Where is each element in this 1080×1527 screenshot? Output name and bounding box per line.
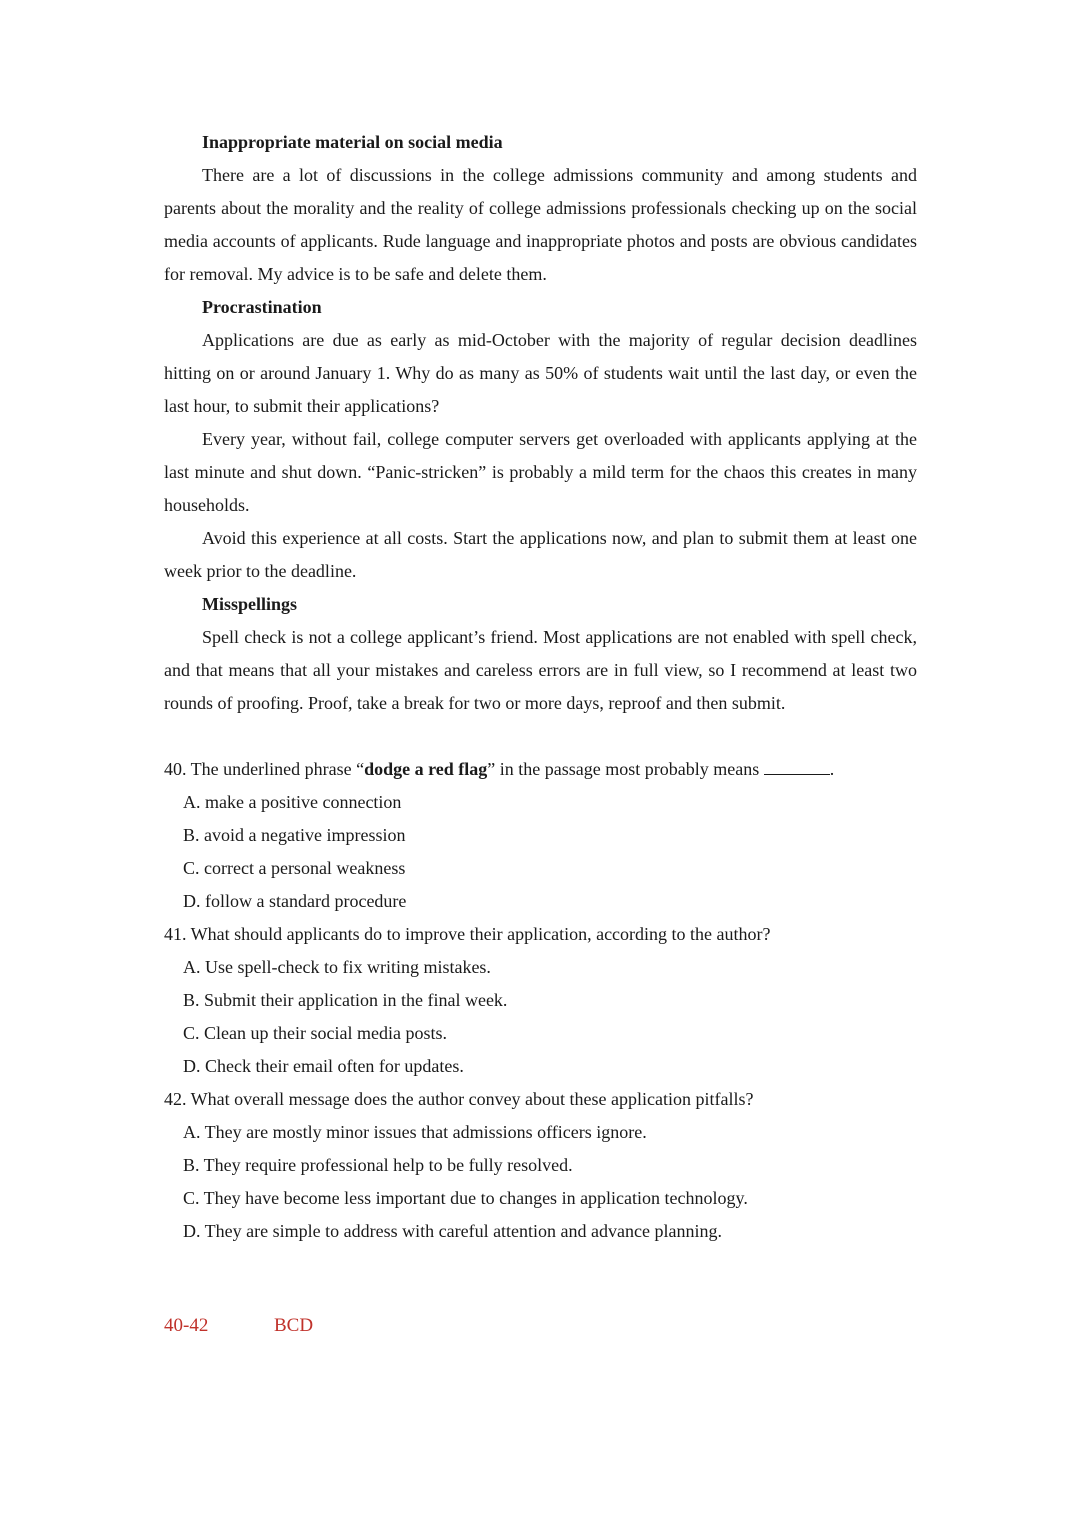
passage-paragraph: Every year, without fail, college computer servers get overloaded with applicants applying at the last minute and shut down. “Panic-stricken” is probably a mild term for the chaos this creates in many households. [164, 429, 917, 515]
passage-paragraph: Applications are due as early as mid-October with the majority of regular decision deadlines hitting on or around January 1. Why do as many as 50% of students wait until the last day, or even the last hour, to submit their applications? [164, 330, 917, 416]
question-42: 42. What overall message does the author convey about these application pitfalls? [164, 1089, 754, 1109]
question-42-option-c: C. They have become less important due to changes in application technology. [183, 1188, 748, 1208]
passage-paragraph: Spell check is not a college applicant’s friend. Most applications are not enabled with spell check, and that means that all your mistakes and careless errors are in full view, so I recommend at least two rounds of proofing. Proof, take a break for two or more days, reproof and then submit. [164, 627, 917, 713]
question-41: 41. What should applicants do to improve their application, according to the author? [164, 924, 771, 944]
answer-blank [764, 760, 830, 775]
question-41-option-d: D. Check their email often for updates. [183, 1056, 464, 1076]
question-40-option-a: A. make a positive connection [183, 792, 402, 812]
section-heading-procrastination: Procrastination [202, 297, 322, 317]
question-40-bold-phrase: dodge a red flag [364, 759, 488, 779]
question-41-option-a: A. Use spell-check to fix writing mistakes. [183, 957, 491, 977]
answer-key-answers: BCD [274, 1315, 314, 1336]
question-40-suffix: ” in the passage most probably means [487, 759, 764, 779]
question-41-option-b: B. Submit their application in the final week. [183, 990, 508, 1010]
question-40-end: . [829, 759, 835, 779]
question-40-option-c: C. correct a personal weakness [183, 858, 406, 878]
passage-paragraph: There are a lot of discussions in the college admissions community and among students and parents about the morality and the reality of college admissions professionals checking up on the social media accounts of applicants. Rude language and inappropriate photos and posts are obvious candidates for removal. My advice is to be safe and delete them. [164, 165, 917, 284]
document-page [164, 126, 917, 1248]
section-heading-misspellings: Misspellings [202, 594, 298, 614]
question-40 [164, 753, 917, 786]
question-41-option-c: C. Clean up their social media posts. [183, 1023, 447, 1043]
question-42-option-b: B. They require professional help to be fully resolved. [183, 1155, 573, 1175]
question-40-prefix: 40. The underlined phrase “ [164, 759, 365, 779]
passage-paragraph: Avoid this experience at all costs. Start the applications now, and plan to submit them at least one week prior to the deadline. [164, 528, 917, 581]
question-42-option-d: D. They are simple to address with careful attention and advance planning. [183, 1221, 722, 1241]
answer-key [164, 1309, 313, 1342]
answer-key-range: 40-42 [164, 1315, 209, 1336]
question-40-option-b: B. avoid a negative impression [183, 825, 406, 845]
question-40-option-d: D. follow a standard procedure [183, 891, 407, 911]
section-heading-social-media: Inappropriate material on social media [202, 132, 503, 152]
question-42-option-a: A. They are mostly minor issues that admissions officers ignore. [183, 1122, 647, 1142]
spacer [164, 720, 917, 753]
